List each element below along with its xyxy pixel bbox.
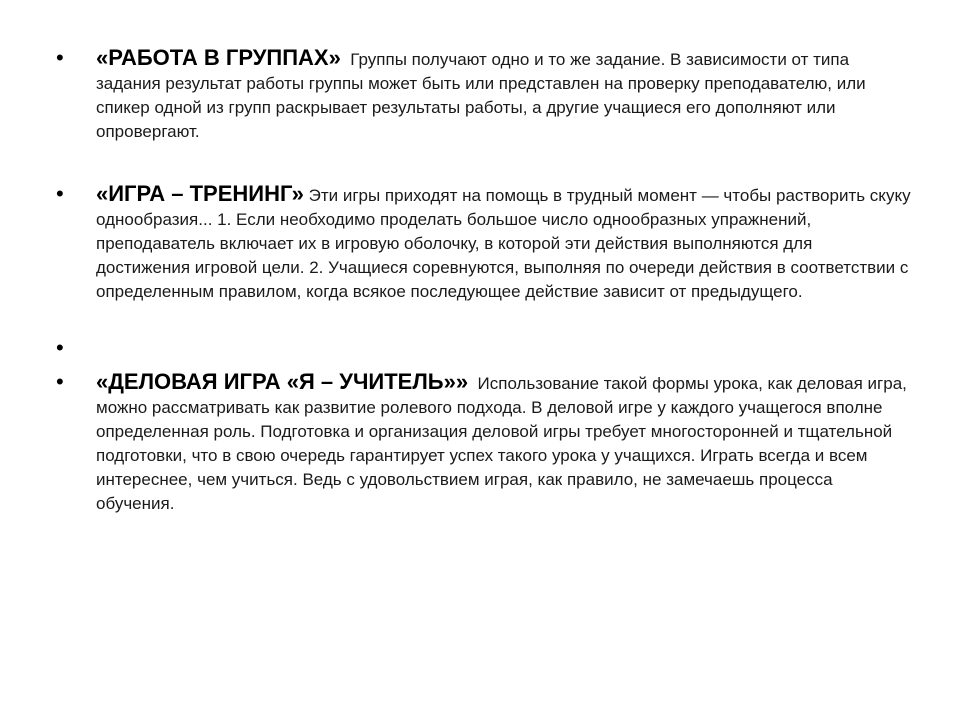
bullet-dot: • [56, 45, 64, 70]
bullet-text: Эти игры приходят на помощь в трудный момент — чтобы растворить скуку однообразия... 1. Если необходимо проделать большое число однообразных упражнений, преподаватель включает их в игровую оболочку, в которой эти действия выполняются для достижения игровой цели. 2. Учащиеся соревнуются, выполняя по очереди действия в соответствии с определенным правилом, когда всякое последующее действие зависит от предыдущего. [96, 186, 911, 301]
bullet-text: Использование такой формы урока, как деловая игра, можно рассматривать как развитие ролевого подхода. В деловой игре у каждого учащегося вполне определенная роль. Подготовка и организация деловой игры требует многосторонней и тщательной подготовки, что в свою очередь гарантирует успех такого урока у учащихся. Играть всегда и всем интереснее, чем учиться. Ведь с удовольствием играя, как правило, не замечаешь процесса обучения. [96, 374, 907, 513]
bullet-dot: • [56, 369, 64, 394]
bullet-heading: «РАБОТА В ГРУППАХ» [96, 45, 341, 70]
bullet-dot: • [56, 335, 64, 360]
bullet-heading: «ДЕЛОВАЯ ИГРА «Я – УЧИТЕЛЬ»» [96, 369, 469, 394]
bullet-body [96, 182, 911, 304]
bullet-text: Группы получают одно и то же задание. В зависимости от типа задания результат работы группы может быть или представлен на проверку преподавателю, или спикер одной из групп раскрывает результаты работы, а другие учащиеся его дополняют или опровергают. [96, 50, 866, 141]
bullet-dot: • [56, 181, 64, 206]
bullet-heading: «ИГРА – ТРЕНИНГ» [96, 181, 304, 206]
bullet-body [96, 370, 911, 516]
bullet-body [96, 46, 911, 144]
